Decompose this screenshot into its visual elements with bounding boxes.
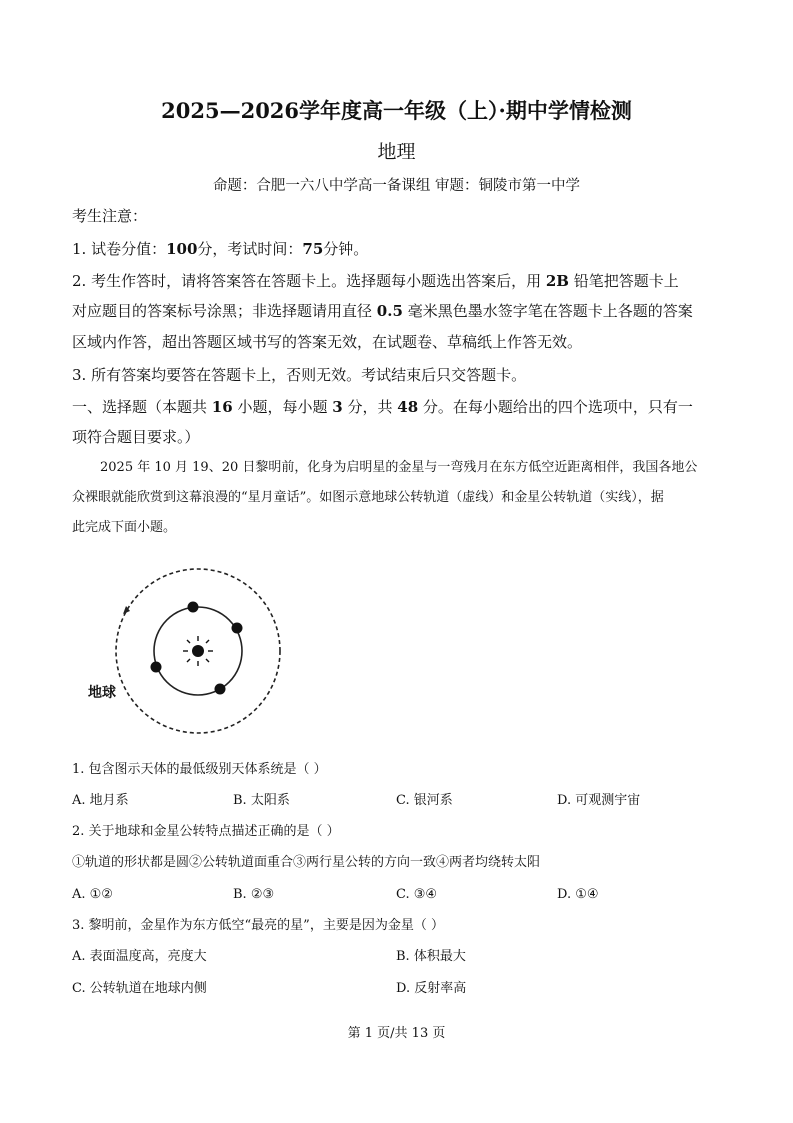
earth-label: 地球 bbox=[88, 685, 116, 701]
notice-item-3: 3. 所有答案均要答在答题卡上，否则无效。考试结束后只交答题卡。 bbox=[72, 366, 527, 384]
page-footer: 第 1 页/共 13 页 bbox=[347, 1026, 446, 1041]
question-3-stem: 3. 黎明前，金星作为东方低空“最亮的星”，主要是因为金星（ ） bbox=[72, 918, 444, 933]
question-3-option-d: D. 反射率高 bbox=[396, 981, 467, 996]
venus-position-2 bbox=[232, 623, 243, 634]
question-3-option-c: C. 公转轨道在地球内侧 bbox=[72, 981, 207, 996]
notice-item-1: 1. 试卷分值：100分，考试时间：75分钟。 bbox=[72, 240, 369, 258]
question-1-option-a: A. 地月系 bbox=[72, 793, 129, 808]
section-heading-line-1: 一、选择题（本题共 16 小题，每小题 3 分，共 48 分。在每小题给出的四个选项中，只有一 bbox=[72, 398, 693, 416]
question-2-option-a: A. ①② bbox=[72, 887, 113, 902]
question-2-option-b: B. ②③ bbox=[233, 887, 275, 902]
byline: 命题：合肥一六八中学高一备课组 审题：铜陵市第一中学 bbox=[212, 178, 581, 194]
section-heading-line-2: 项符合题目要求。） bbox=[72, 428, 200, 446]
question-2-statements: ①轨道的形状都是圆②公转轨道面重合③两行星公转的方向一致④两者均绕转太阳 bbox=[72, 855, 541, 870]
subject-title: 地理 bbox=[377, 141, 416, 163]
notice-item-2-line-3: 区域内作答，超出答题区域书写的答案无效，在试题卷、草稿纸上作答无效。 bbox=[72, 333, 583, 351]
sun-icon bbox=[183, 636, 213, 666]
passage-line-1: 2025 年 10 月 19、20 日黎明前，化身为启明星的金星与一弯残月在东方低空近距离相伴，我国各地公 bbox=[100, 460, 698, 475]
notice-item-2-line-1: 2. 考生作答时，请将答案答在答题卡上。选择题每小题选出答案后，用 2B 铅笔把答题卡上 bbox=[72, 272, 679, 290]
question-1-stem: 1. 包含图示天体的最低级别天体系统是（ ） bbox=[72, 762, 327, 777]
question-2-stem: 2. 关于地球和金星公转特点描述正确的是（ ） bbox=[72, 824, 340, 839]
exam-title: 2025—2026学年度高一年级（上）·期中学情检测 bbox=[161, 98, 632, 123]
question-1-option-b: B. 太阳系 bbox=[233, 793, 290, 808]
question-3-option-b: B. 体积最大 bbox=[396, 949, 466, 964]
question-1-option-d: D. 可观测宇宙 bbox=[557, 793, 641, 808]
notice-heading: 考生注意： bbox=[72, 207, 148, 225]
venus-position-1 bbox=[188, 602, 199, 613]
orbit-diagram bbox=[78, 556, 298, 746]
venus-position-3 bbox=[151, 662, 162, 673]
venus-position-4 bbox=[215, 684, 226, 695]
question-2-option-c: C. ③④ bbox=[396, 887, 438, 902]
passage-line-2: 众裸眼就能欣赏到这幕浪漫的“星月童话”。如图示意地球公转轨道（虚线）和金星公转轨道（实线），据 bbox=[72, 490, 664, 505]
question-3-option-a: A. 表面温度高，亮度大 bbox=[72, 949, 207, 964]
question-2-option-d: D. ①④ bbox=[557, 887, 599, 902]
question-1-option-c: C. 银河系 bbox=[396, 793, 453, 808]
notice-item-2-line-2: 对应题目的答案标号涂黑；非选择题请用直径 0.5 毫米黑色墨水签字笔在答题卡上各题的答案 bbox=[72, 302, 693, 320]
passage-line-3: 此完成下面小题。 bbox=[72, 520, 177, 535]
